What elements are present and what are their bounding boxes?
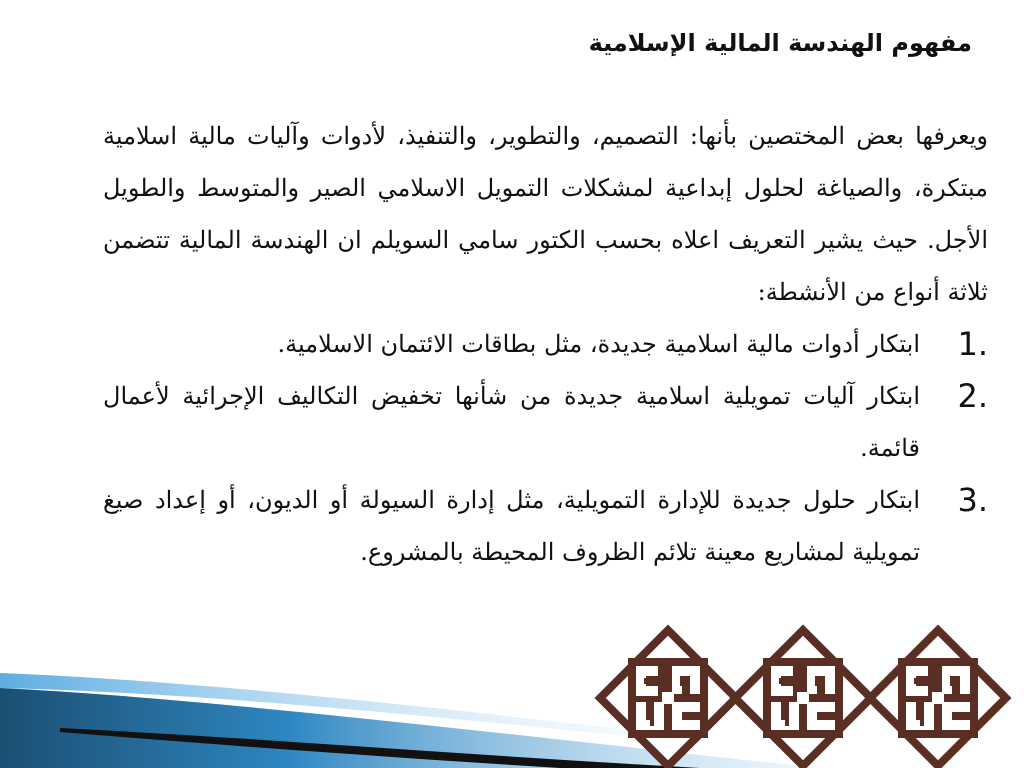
- list-item: [103, 318, 988, 370]
- list-item: [103, 474, 988, 578]
- kufic-pattern-icon: [594, 624, 741, 768]
- kufic-tiles: [588, 618, 1018, 768]
- activities-list: [103, 318, 988, 578]
- list-number: 2.: [957, 377, 988, 415]
- kufic-pattern-icon: [864, 624, 1011, 768]
- list-item: [103, 370, 988, 474]
- intro-paragraph: ويعرفها بعض المختصين بأنها: التصميم، والتطوير، والتنفيذ، لأدوات وآليات مالية اسلامية مبتكرة، والصياغة لحلول إبداعية لمشكلات التمويل الاسلامي الصير والمتوسط والطويل الأجل. حيث يشير التعريف اعلاه بحسب الكتور سامي السويلم ان الهندسة المالية تتضمن ثلاثة أنواع من الأنشطة:: [103, 122, 988, 306]
- list-text: ابتكار حلول جديدة للإدارة التمويلية، مثل إدارة السيولة أو الديون، أو إعداد صيغ تمويلية لمشاريع معينة تلائم الظروف المحيطة بالمشروع.: [103, 486, 920, 566]
- list-text: ابتكار آليات تمويلية اسلامية جديدة من شأنها تخفيض التكاليف الإجرائية لأعمال قائمة.: [103, 382, 921, 462]
- list-number: 1.: [957, 325, 988, 363]
- slide-body: [103, 110, 988, 578]
- list-number: 3.: [957, 481, 988, 519]
- kufic-pattern-icon: [729, 624, 876, 768]
- slide-title: مفهوم الهندسة المالية الإسلامية: [588, 29, 972, 57]
- list-text: ابتكار أدوات مالية اسلامية جديدة، مثل بطاقات الائتمان الاسلامية.: [277, 330, 920, 358]
